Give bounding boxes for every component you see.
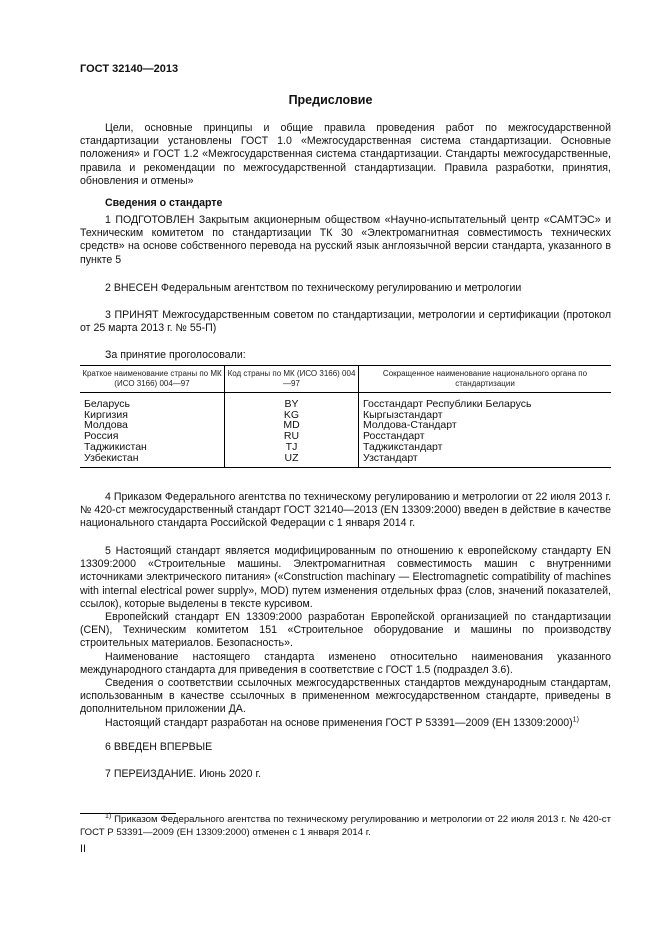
table-cell-body: Узстандарт: [359, 453, 612, 468]
table-cell-body: Кыргызстандарт: [363, 408, 443, 421]
table-cell-country: Таджикистан: [80, 442, 225, 453]
item-5-paragraph-1: 5 Настоящий стандарт является модифицированным по отношению к европейскому стандарту EN 13309:2000 «Строительные машины. Электромагнитная совместимость машин с внутренними источниками электрического питания» («Construction machinary — Electromagnetic compatibility of machines with internal electrical power supply», MOD) путем изменения отдельных фраз (слов, значений показателей, ссылок), которые выделены в тексте курсивом.: [80, 545, 611, 610]
page-title: Предисловие: [288, 93, 373, 107]
table-row: [80, 442, 611, 453]
table-cell-body: Росстандарт: [363, 430, 425, 443]
item-5-paragraph-3: Наименование настоящего стандарта изменено относительно наименования указанного международного стандарта для приведения в соответствие с ГОСТ 1.5 (подраздел 3.6).: [80, 650, 611, 676]
footnote-mark: 1): [105, 812, 112, 820]
item-5-paragraph-5-text: Настоящий стандарт разработан на основе применения ГОСТ Р 53391—2009 (ЕН 13309:2000): [105, 716, 573, 729]
item-5-block: [80, 545, 611, 730]
table-cell-body: Молдова-Стандарт: [363, 419, 457, 432]
table-cell-body: Госстандарт Республики Беларусь: [363, 398, 532, 410]
table-cell-body: Таджикстандарт: [363, 440, 443, 453]
item-4-paragraph: 4 Приказом Федерального агентства по техническому регулированию и метрологии от 22 июля 2013 г. № 420-ст межгосударственный стандарт ГОСТ 32140—2013 (EN 13309:2000) введен в действие в качестве национального стандарта Российской Федерации с 1 января 2014 г.: [80, 491, 611, 530]
table-header-body: Сокращенное наименование национального органа по стандартизации: [359, 366, 612, 393]
item-3-paragraph: 3 ПРИНЯТ Межгосударственным советом по стандартизации, метрологии и сертификации (протокол от 25 марта 2013 г. № 55-П): [80, 309, 611, 335]
item-6-paragraph: 6 ВВЕДЕН ВПЕРВЫЕ: [105, 741, 213, 753]
table-row: [80, 453, 611, 468]
table-cell-country: Киргизия: [80, 410, 225, 421]
table-cell-code: UZ: [225, 453, 359, 468]
table-row: [80, 393, 611, 410]
table-cell-country: Беларусь: [80, 393, 225, 410]
table-cell-code: KG: [225, 410, 359, 421]
footnote-ref: 1): [572, 716, 579, 724]
footnote: [80, 814, 611, 839]
table-cell-code: RU: [225, 431, 359, 442]
item-5-paragraph-4: Сведения о соответствии ссылочных межгосударственных стандартов международным стандартам, использованным в качестве ссылочных в примененном межгосударственном стандарте, приведены в дополнительном приложении ДА.: [80, 677, 611, 716]
item-5-paragraph-2: Европейский стандарт EN 13309:2000 разработан Европейской организацией по стандартизации (CEN), Техническим комитетом 151 «Строительное оборудование и машины по производству строительных материалов. Безопасность».: [80, 611, 611, 650]
voting-table: [80, 365, 611, 468]
table-row: [80, 420, 611, 431]
page-number: II: [80, 843, 86, 855]
intro-paragraph: Цели, основные принципы и общие правила проведения работ по межгосударственной стандартизации установлены ГОСТ 1.0 «Межгосударственная система стандартизации. Основные положения» и ГОСТ 1.2 «Межгосударственная система стандартизации. Стандарты межгосударственные, правила и рекомендации по межгосударственной стандартизации. Правила разработки, принятия, обновления и отмены»: [80, 122, 611, 187]
table-header-row: [80, 366, 611, 393]
table-header-code: Код страны по МК (ИСО 3166) 004—97: [225, 366, 359, 393]
table-cell-country: Россия: [80, 431, 225, 442]
item-2-paragraph: 2 ВНЕСЕН Федеральным агентством по техническому регулированию и метрологии: [105, 282, 522, 294]
table-header-country: Краткое наименование страны по МК (ИСО 3166) 004—97: [80, 366, 225, 393]
table-cell-code: BY: [225, 393, 359, 410]
table-cell-country: Молдова: [80, 420, 225, 431]
section-heading: Сведения о стандарте: [105, 197, 223, 209]
item-7-paragraph: 7 ПЕРЕИЗДАНИЕ. Июнь 2020 г.: [105, 768, 262, 780]
table-cell-code: MD: [225, 420, 359, 431]
table-cell-country: Узбекистан: [80, 453, 225, 468]
item-5-paragraph-5: [80, 717, 611, 730]
document-header: ГОСТ 32140—2013: [80, 63, 179, 75]
table-row: [80, 410, 611, 421]
item-1-paragraph: 1 ПОДГОТОВЛЕН Закрытым акционерным обществом «Научно-испытательный центр «САМТЭС» и Техническим комитетом по стандартизации ТК 30 «Электромагнитная совместимость технических средств» на основе собственного перевода на русский язык англоязычной версии стандарта, указанного в пункте 5: [80, 214, 611, 266]
voted-label: За принятие проголосовали:: [105, 349, 246, 361]
footnote-text: Приказом Федерального агентства по техническому регулированию и метрологии от 22 июля 2013 г. № 420-ст ГОСТ Р 53391—2009 (ЕН 13309:2000) отменен с 1 января 2014 г.: [80, 814, 611, 838]
table-row: [80, 431, 611, 442]
table-cell-code: TJ: [225, 442, 359, 453]
